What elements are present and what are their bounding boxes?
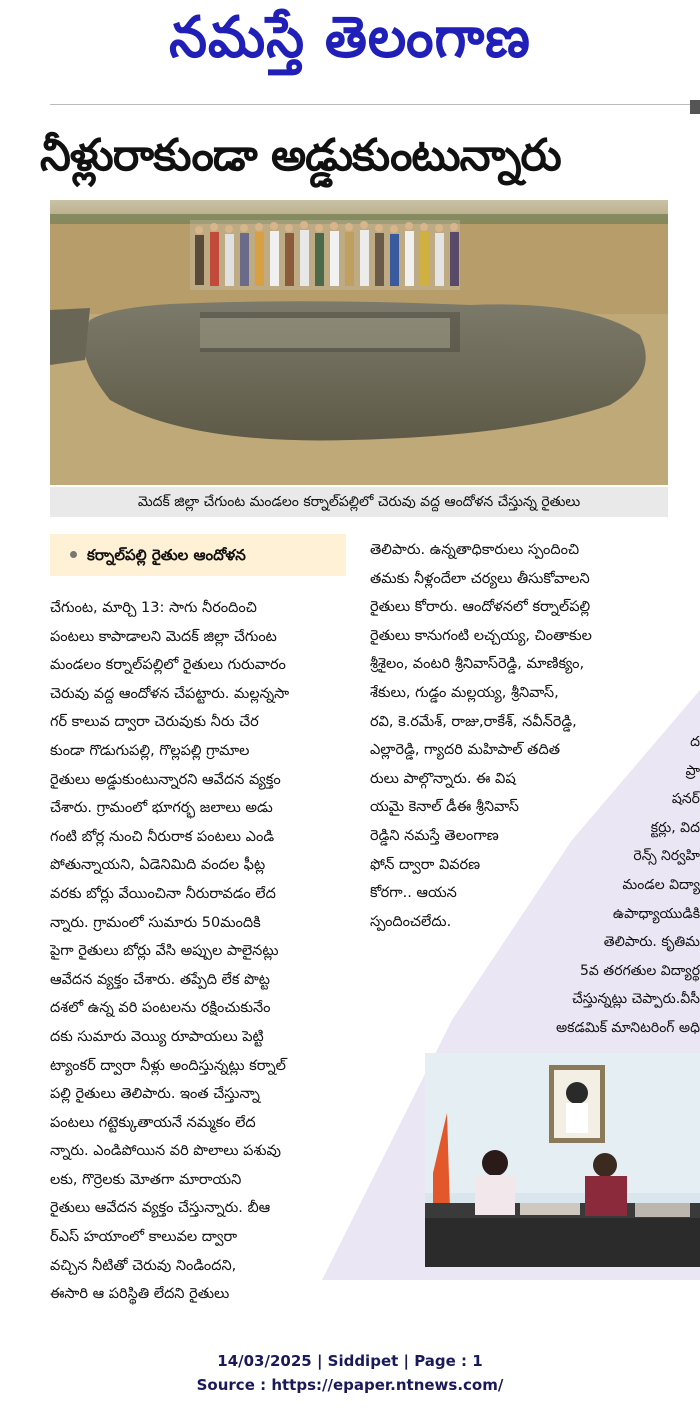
text-line: పల్లి రైతులు తెలిపారు. ఇంత చేస్తున్నా <box>50 1086 260 1103</box>
text-line: చేశారు. గ్రామంలో భూగర్భ జలాలు అడు <box>50 800 273 817</box>
text-line: తెలిపారు. కృతిమ <box>603 934 700 951</box>
text-line: శేకులు, గుడ్డం మల్లయ్య, శ్రీనివాస్, <box>370 684 559 701</box>
text-line: ద <box>690 734 700 750</box>
text-line: స్పందించలేదు. <box>370 913 452 930</box>
text-line: రైతులు కానుగంటి లచ్చయ్య, చింతాకుల <box>370 627 592 644</box>
text-line: పంటలు కాపాడాలని మెదక్ జిల్లా చేగుంట <box>50 628 277 645</box>
text-line: రెడ్డిని నమస్తే తెలంగాణ <box>370 827 499 844</box>
text-line: న్నారు. ఎండిపోయిన వరి పొలాలు పశువు <box>50 1143 281 1160</box>
adjacent-article-photo <box>425 1053 700 1267</box>
newspaper-logo: నమస్తే తెలంగాణ <box>169 4 531 71</box>
text-line: యమై కెనాల్ డీఈ శ్రీనివాస్ <box>370 799 519 816</box>
text-line: 5వ తరగతుల విద్యార్థ <box>579 962 700 979</box>
article-headline: నీళ్లురాకుండా అడ్డుకుంటున్నారు <box>40 130 561 181</box>
officials-meeting-image <box>425 1053 700 1267</box>
farmers-at-pond-image <box>50 200 668 485</box>
text-line: పోతున్నాయని, ఏడెనిమిది వందల ఫీట్ల <box>50 857 266 874</box>
text-line: రైతులు ఆవేదన వ్యక్తం చేస్తున్నారు. బీఆ <box>50 1200 271 1217</box>
text-line: శ్రీశైలం, వంటరి శ్రీనివాస్‌రెడ్డి, మాణిక్యం, <box>370 656 585 673</box>
page-edge-marker <box>690 100 700 114</box>
source-link[interactable]: Source : https://epaper.ntnews.com/ <box>196 1376 504 1394</box>
text-line: వచ్చిన నీటితో చెరువు నిండిందని, <box>50 1257 237 1274</box>
text-line: ట్యాంకర్ ద్వారా నీళ్లు అందిస్తున్నట్లు కర్నాల్ <box>50 1057 286 1074</box>
text-line: తమకు నీళ్లందేలా చర్యలు తీసుకోవాలని <box>370 570 590 587</box>
masthead <box>0 0 700 90</box>
text-line: ర్‌ఎస్ హయాంలో కాలువల ద్వారా <box>50 1229 238 1246</box>
text-line: మండలం కర్నాల్‌పల్లిలో రైతులు గురువారం <box>50 657 286 674</box>
text-line: వరకు బోర్లు వేయించినా నీరురావడం లేద <box>50 885 276 902</box>
text-line: ప్రా <box>685 762 700 779</box>
text-line: ఉపాధ్యాయుడికి <box>612 905 700 922</box>
text-line: ఫోన్ ద్వారా వివరణ <box>370 856 481 873</box>
text-line: చెరువు వద్ద ఆందోళన చేపట్టారు. మల్లన్నసా <box>50 685 290 702</box>
text-line: గంటి బోర్ల నుంచి నీరురాక పంటలు ఎండి <box>50 828 275 845</box>
text-line: పంటలు గట్టెక్కుతాయనే నమ్మకం లేద <box>50 1114 256 1131</box>
subhead-text: కర్నాల్‌పల్లి రైతుల ఆందోళన <box>87 546 246 564</box>
text-line: ఎల్లారెడ్డి, గ్యాదరి మహిపాల్ తదిత <box>370 742 560 759</box>
text-line: చేస్తున్నట్లు చెప్పారు.వీసీ <box>572 991 700 1008</box>
text-line: అకడమిక్ మానిటరింగ్ అధి <box>555 1019 700 1036</box>
text-line: రైతులు అడ్డుకుంటున్నారని ఆవేదన వ్యక్తం <box>50 771 281 788</box>
text-line: కుండా గొడుగుపల్లి, గొల్లపల్లి గ్రామాల <box>50 742 250 759</box>
article-subhead <box>50 534 346 576</box>
text-line: పైగా రైతులు బోర్లు వేసి అప్పుల పాలైనట్లు <box>50 943 279 960</box>
text-line: మండల విద్యా <box>622 876 700 893</box>
text-line: దశలో ఉన్న వరి పంటలను రక్షించుకునేం <box>50 1000 271 1017</box>
text-line: దకు సుమారు వెయ్యి రూపాయలు పెట్టి <box>50 1028 264 1045</box>
text-line: ఈసారి ఆ పరిస్థితి లేదని రైతులు <box>50 1286 230 1303</box>
bullet-icon <box>70 551 77 558</box>
text-line: న్నారు. గ్రామంలో సుమారు 50మందికి <box>50 914 261 931</box>
adjacent-article-column <box>480 728 700 1043</box>
text-line: రవి, కె.రమేశ్, రాజు,రాకేశ్, నవీన్‌రెడ్డి, <box>370 713 577 730</box>
text-line: రైతులు కోరారు. ఆందోళనలో కర్నాల్‌పల్లి <box>370 599 591 616</box>
article-photo <box>50 200 668 485</box>
photo-caption: మెదక్ జిల్లా చేగుంట మండలం కర్నాల్‌పల్లిలో చెరువు వద్ద ఆందోళన చేస్తున్న రైతులు <box>50 487 668 517</box>
text-line: లకు, గొర్రెలకు మోతగా మారాయని <box>50 1171 242 1188</box>
text-line: షనర్ <box>671 791 700 808</box>
page-footer <box>0 1349 700 1397</box>
text-line: రెన్స్ నిర్వహి <box>633 848 700 865</box>
article-column-1 <box>50 594 346 1309</box>
edition-info: 14/03/2025 | Siddipet | Page : 1 <box>217 1352 483 1370</box>
text-line: క్టర్లు, విద <box>650 819 700 836</box>
text-line: రులు పాల్గొన్నారు. ఈ విష <box>370 770 516 787</box>
text-line: గర్ కాలువ ద్వారా చెరువుకు నీరు చేర <box>50 714 259 731</box>
divider <box>50 104 690 105</box>
text-line: ఆవేదన వ్యక్తం చేశారు. తప్పేది లేక పొట్ట <box>50 971 270 988</box>
text-line: చేగుంట, మార్చి 13: సాగు నీరందించి <box>50 600 257 616</box>
text-line: కోరగా.. ఆయన <box>370 885 457 902</box>
text-line: తెలిపారు. ఉన్నతాధికారులు స్పందించి <box>370 542 580 558</box>
